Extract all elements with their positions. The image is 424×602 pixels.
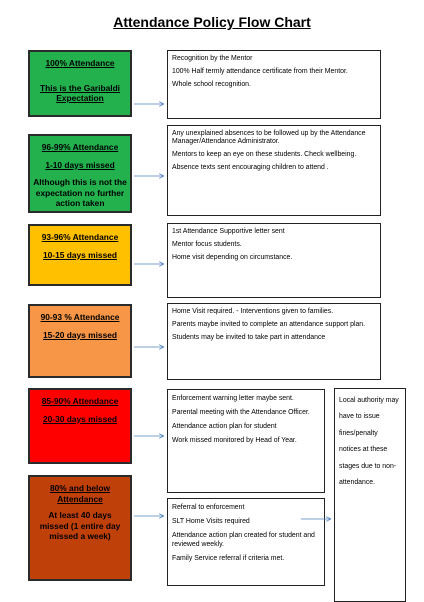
- level-subheading: 15-20 days missed: [42, 329, 118, 340]
- action-item: Home visit depending on circumstance.: [172, 254, 293, 261]
- action-item: SLT Home Visits required: [172, 518, 250, 525]
- level-heading: 90-93 % Attendance: [40, 312, 120, 322]
- action-item: 1st Attendance Supportive letter sent: [172, 228, 285, 235]
- action-item: Family Service referral if criteria met.: [172, 555, 285, 562]
- penalty-note-text: Local authority may have to issue fines/penalty notices at these stages due to non-attendance.: [339, 397, 399, 487]
- level-note: Although this is not the expectation no further action taken: [33, 177, 127, 208]
- action-item: Attendance action plan for student: [172, 423, 277, 430]
- action-item: Attendance action plan created for student and reviewed weekly.: [172, 532, 315, 548]
- level-subheading: 20-30 days missed: [42, 413, 118, 424]
- action-item: Parental meeting with the Attendance Officer.: [172, 409, 310, 416]
- action-item: Parents maybe invited to complete an attendance support plan.: [172, 321, 366, 328]
- action-item: Absence texts sent encouraging children to attend .: [172, 164, 329, 171]
- level-heading: 80% and below Attendance: [49, 483, 111, 504]
- action-item: Enforcement warning letter maybe sent.: [172, 395, 294, 402]
- action-item: Whole school recognition.: [172, 81, 251, 88]
- action-item: Work missed monitored by Head of Year.: [172, 437, 297, 444]
- level-heading: 85-90% Attendance: [41, 396, 119, 406]
- level-heading: 93-96% Attendance: [41, 232, 119, 242]
- level-heading: 100% Attendance: [45, 58, 115, 68]
- action-item: Home Visit required. - Interventions given to families.: [172, 308, 334, 315]
- action-item: 100% Half termly attendance certificate from their Mentor.: [172, 68, 348, 75]
- level-subheading: 10-15 days missed: [42, 249, 118, 260]
- action-item: Mentors to keep an eye on these students. Check wellbeing.: [172, 151, 357, 158]
- action-item: Mentor focus students.: [172, 241, 242, 248]
- level-subheading: This is the Garibaldi Expectation: [39, 82, 121, 103]
- level-subheading: 1-10 days missed: [45, 159, 115, 170]
- level-subheading: At least 40 days missed (1 entire day missed a week): [39, 510, 121, 541]
- action-item: Recognition by the Mentor: [172, 55, 253, 62]
- action-item: Students may be invited to take part in attendance: [172, 334, 326, 341]
- level-heading: 96-99% Attendance: [41, 142, 119, 152]
- page-title: Attendance Policy Flow Chart: [113, 14, 311, 30]
- action-item: Any unexplained absences to be followed up by the Attendance Manager/Attendance Administrator.: [172, 130, 366, 145]
- action-item: Referral to enforcement: [172, 504, 245, 511]
